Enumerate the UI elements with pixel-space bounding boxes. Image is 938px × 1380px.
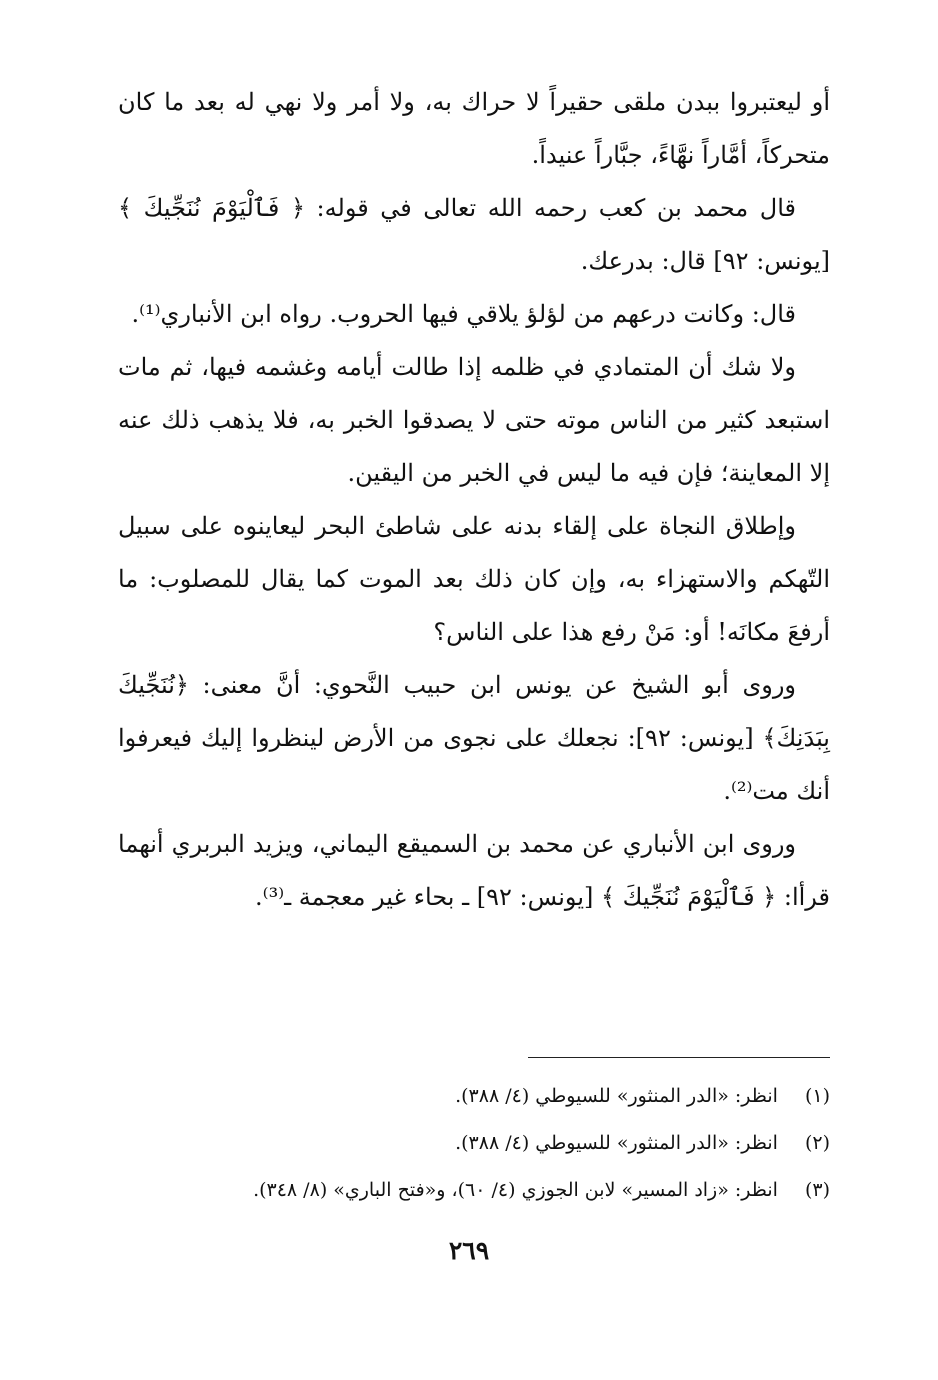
paragraph-1: أو ليعتبروا ببدن ملقى حقيراً لا حراك به، ولا أمر ولا نهي له بعد ما كان متحركاً، أمَّاراً نهَّاءً، جبَّاراً عنيداً.: [118, 88, 830, 169]
footnote-text: انظر: «الدر المنثور» للسيوطي (٤/ ٣٨٨).: [455, 1085, 778, 1107]
footnote-number: (٢): [804, 1132, 830, 1154]
footnote-text: انظر: «زاد المسير» لابن الجوزي (٤/ ٦٠)، و«فتح الباري» (٨/ ٣٤٨).: [253, 1179, 778, 1201]
main-text: [118, 76, 830, 924]
paragraph-7: وروى ابن الأنباري عن محمد بن السميقع اليماني، ويزيد البربري أنهما قرأا: ﴿ فَٱلْيَوْمَ نُنَجِّيكَ ﴾ [يونس: ٩٢] ـ بحاء غير معجمة ـ⁽³⁾.: [118, 830, 830, 911]
footnote-1: [118, 1073, 830, 1120]
footnotes: [118, 1073, 830, 1214]
footnote-number: (١): [804, 1085, 830, 1107]
paragraph-5: وإطلاق النجاة على إلقاء بدنه على شاطئ البحر ليعاينوه على سبيل التّهكم والاستهزاء به، وإن كان ذلك بعد الموت كما يقال للمصلوب: ما أرفعَ مكانَه! أو: مَنْ رفع هذا على الناس؟: [118, 512, 830, 646]
paragraph-3: قال: وكانت درعهم من لؤلؤ يلاقي فيها الحروب. رواه ابن الأنباري⁽¹⁾.: [131, 300, 796, 328]
paragraph-6: وروى أبو الشيخ عن يونس ابن حبيب النَّحوي: أنَّ معنى: ﴿نُنَجِّيكَ بِبَدَنِكَ﴾ [يونس: ٩٢]: نجعلك على نجوى من الأرض لينظروا إليك فيعرفوا أنك مت⁽²⁾.: [118, 671, 830, 805]
page-number: ٢٦٩: [448, 1236, 490, 1265]
footnote-number: (٣): [804, 1179, 830, 1201]
paragraph-2: قال محمد بن كعب رحمه الله تعالى في قوله: ﴿ فَٱلْيَوْمَ نُنَجِّيكَ ﴾ [يونس: ٩٢] قال: بدرعك.: [118, 194, 830, 275]
footnote-separator: [528, 1057, 830, 1058]
footnote-3: [118, 1167, 830, 1214]
footnote-text: انظر: «الدر المنثور» للسيوطي (٤/ ٣٨٨).: [455, 1132, 778, 1154]
footnote-2: [118, 1120, 830, 1167]
paragraph-4: ولا شك أن المتمادي في ظلمه إذا طالت أيامه وغشمه فيها، ثم مات استبعد كثير من الناس موته حتى لا يصدقوا الخبر به، فلا يذهب ذلك عنه إلا المعاينة؛ فإن فيه ما ليس في الخبر من اليقين.: [118, 353, 830, 487]
